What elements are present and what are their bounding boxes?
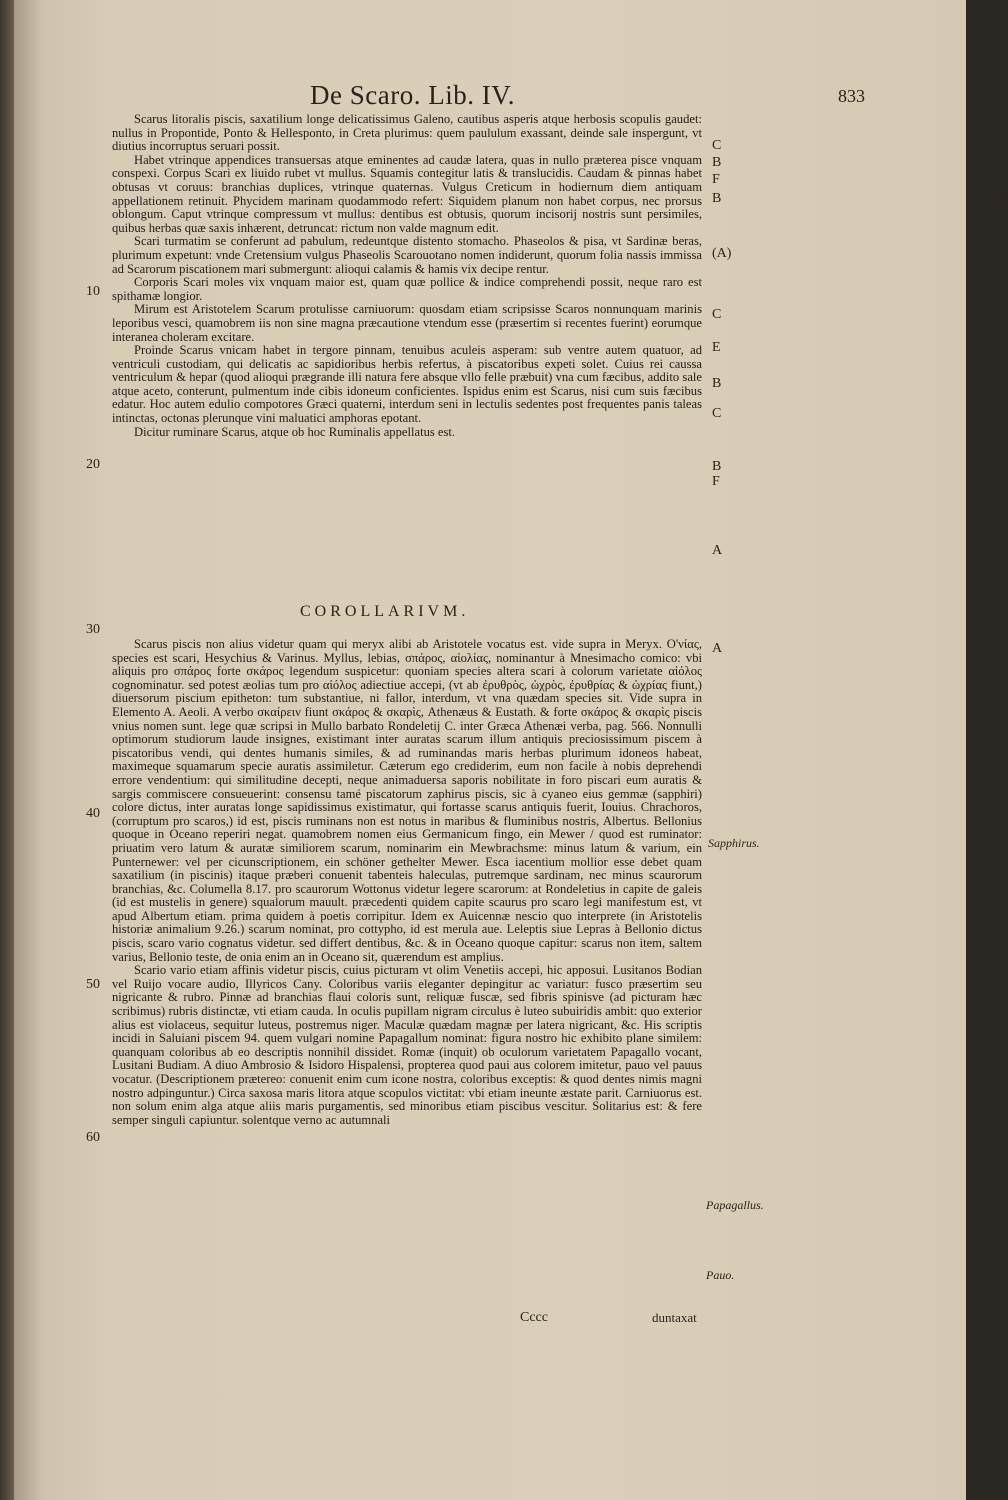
line-number: 30 (86, 622, 100, 637)
line-number: 50 (86, 977, 100, 992)
margin-letter: B (712, 376, 722, 391)
line-number: 60 (86, 1130, 100, 1145)
margin-letter: B (712, 155, 722, 170)
book-gutter (0, 0, 14, 1500)
catchword: duntaxat (652, 1310, 697, 1325)
text-block-top (112, 113, 702, 439)
line-number: 40 (86, 806, 100, 821)
paragraph: Dicitur ruminare Scarus, atque ob hoc Ruminalis appellatus est. (134, 424, 456, 439)
corollarium-heading: COROLLARIVM. (300, 603, 470, 620)
line-number: 20 (86, 457, 100, 472)
signature-mark: Cccc (520, 1310, 548, 1325)
margin-letter: A (712, 641, 723, 656)
paragraph: Corporis Scari moles vix vnquam maior est, quam quæ pollice & indice comprehendi possit, neque raro est spithamæ longior. (112, 275, 702, 303)
paragraph: Habet vtrinque appendices transuersas atque eminentes ad caudæ latera, quas in nullo præterea pisce vnquam conspexi. Corpus Scari ex liuido rubet vt mullus. Squamis contegitur latis & translucidis. Caudam & pinnas habet obtusas vt coruus: branchias duplices, vtrinque quaternas. Vulgus Creticum in hodiernum diem antiquam appellationem retinuit. Phycidem marinam quodammodo refert: Siquidem planum non habet corpus, nec prorsus oblongum. Caput vtrinque compressum vt mullus: dentibus est obtusis, quorum incisorij nostris sunt persimiles, quibus herbas quæ saxis inhærent, detruncat: rictum non valde magnum edit. (112, 152, 702, 235)
margin-letter: B (712, 459, 722, 474)
paragraph: Scarus piscis non alius videtur quam qui meryx alibi ab Aristotele vocatus est. vide supra in Meryx. Ο'νίας, species est scari, Hesychius & Varinus. Myllus, lebias, σπάρος, αἰολίας, nominantur à Mnesimacho comico: vbi aliquis pro σπάρος forte σκάρος legendum suspicetur: quoniam species altera scari à colorum varietate αἰόλος cognominatur. sed potest æolias tum pro αἰόλος adiectiue accepi, (vt ab ἐρυθρὸς, ὠχρὸς, ἐρυθρίας & ὠχρίας fiunt,) diuersorum piscium epitheton: tum substantiue, ni fallor, interdum, vt vna quædam species sit. Vide supra in Elemento A. Aeoli. A verbo σκαίρειν fiunt σκάρος & σκαρὶς, Athenæus & Eustath. & forte σκάρος & σκαρὶς piscis vnius nomen sunt. lege quæ scripsi in Mullo barbato Rondeletij C. inter Græca Athenæi verba, pag. 566. Nonnulli optimorum studiorum laude insignes, existimant inter auratas scarum illum antiquis preciosissimum piscem à piscatoribus vendi, qui dentes humanis similes, & ad ruminandas maris herbas plurimum idoneos habeat, maximeque squamarum specie auratis assimiletur. Cæterum ego crediderim, eum non facile à nobis deprehendi errore vendentium: qui similitudine decepti, neque animaduersa saporis nobilitate in foro piscari eum auratis & sargis commiscere consueuerint: consensu tamé piscatorum zaphirus piscis, sic à cyaneo eius gemmæ (sapphiri) colore dictus, inter auratas longe sapidissimus existimatur, qui fortasse scarus antiquis fuerit, Iouius. Chrachoros, (corruptum pro scaros,) id est, piscis ruminans non est notus in maribus & fluminibus nostris, Albertus. Bellonius quoque in Oceano reperiri negat. quamobrem nomen eius Germanicum fingo, ein Mewer / quod est ruminator: priuatim vero latum & auratæ similiorem scarum, nominarim ein Mewbrachsme: minus latum & varium, ein Punternewer: vel per cicunscriptionem, ein schöner gethelter Mewer. Esca iacentium mollior esse debet quam saxatilium (in piscinis) itaque præberi conuenit tabenteis haleculas, putremque sardinam, nec minus scaurorum branchias, &c. Columella 8.17. pro scaurorum Wottonus videtur legere scarorum: at Rondeletius in capite de galeis (id est mustelis in genere) squalorum mauult. præcedenti quidem capite scaurus pro scaro legi manifestum est, vt apud Albertum etiam. prima quidem à poetis corripitur. Idem ex Auicennæ nescio quo interprete (in Aristotelis historiæ animalium 9.26.) scarum nominat, pro cottypho, id est merula aue. Leleptis siue Lepras à Bellonio dictus piscis, scaro vario cognatus videtur. sed differt dentibus, &c. & in Oceano quoque capitur: scarus non item, saltem varius, Bellonio teste, de onia enim an in Oceano sit, quærendum est amplius. (112, 637, 702, 964)
margin-letter: F (712, 474, 720, 489)
margin-letter: C (712, 138, 722, 153)
margin-letter: C (712, 406, 722, 421)
margin-letter: B (999, 190, 1008, 205)
paragraph: Scarus litoralis piscis, saxatilium longe delicatissimus Galeno, cautibus asperis atque herbosis scopulis gaudet: nullus in Propontide, Ponto & Hellesponto, in Creta plurimus: quem paululum exassant, deinde sale inspergunt, vt diutius incorruptus seruari possit. (112, 112, 702, 154)
margin-note: Papagallus. (706, 1198, 764, 1212)
margin-letter: A (712, 543, 723, 558)
margin-note: Sapphirus. (708, 836, 760, 850)
margin-letter: E (712, 340, 721, 355)
folio-number: 833 (838, 86, 865, 106)
margin-letter: (A) (712, 246, 732, 261)
line-number: 10 (86, 284, 100, 299)
margin-letter: B (712, 191, 722, 206)
margin-note: Pauo. (706, 1268, 735, 1282)
paragraph: Scario vario etiam affinis videtur piscis, cuius picturam vt olim Venetiis accepi, hic apposui. Lusitanos Bodian vel Ruijo vocare audio, Illyricos Cany. Coloribus variis eleganter depingitur ac variatur: fusco præsertim seu nigricante & rubro. Pinnæ ad branchias flaui coloris sunt, reliquæ fuscæ, sed fibris spinisve (ad picturam hæc scribimus) rubris distinctæ, vti etiam cauda. In oculis pupillam nigram circulus è luteo subuiridis ambit: quo exterior alius est violaceus, sequitur luteus, postremus niger. Maculæ quædam magnæ per latera nigricant, &c. His scriptis incidi in Saluiani piscem 94. quem vulgari nomine Papagallum nominat: figura nostro hic exhibito plane similem: quanquam coloribus ab eo descriptis nonnihil dissidet. Romæ (inquit) ob oculorum varietatem Papagallo vocant, Lusitani Budiam. A diuo Ambrosio & Isidoro Hispalensi, propterea quod paui aus colorem imitetur, pauo vel pauus vocatur. (Descriptionem prætereo: conuenit enim cum icone nostra, coloribus exceptis: & quod dentes nimis magni nostro adpinguntur.) Circa saxosa maris litora atque scopulos victitat: vbi etiam ineunte æstate parit. Carniuorus est. non solum enim alga atque aliis maris purgamentis, sed minoribus etiam piscibus vescitur. Solitarius est: & fere semper singuli capiuntur. solentque verno ac autumnali (112, 963, 702, 1127)
text-block-bottom (112, 638, 702, 1127)
margin-letter: F (712, 172, 720, 187)
margin-letter: C (712, 307, 722, 322)
paragraph: Proinde Scarus vnicam habet in tergore pinnam, tenuibus aculeis asperam: sub ventre autem quatuor, ad ventriculi custodiam, qui delicatis ac sapidioribus herbis refertus, à piscatoribus expeti solet. Cuius rei caussa ventriculum & hepar (quod alioqui prægrande illi natura fere absque vllo felle præbuit) vna cum fæcibus, addito sale atque aceto, conterunt, pulmentum inde cibis idoneum conficientes. Ispidus enim est Scarus, nisi cum suis fæcibus edatur. Hoc autem edulio compotores Græci quaterni, interdum seni in lectulis sedentes post frequentes panis taleas intinctas, octonas plerunque vini maluatici amphoras epotant. (112, 343, 702, 426)
running-title: De Scaro. Lib. IV. (310, 80, 515, 110)
paragraph: Scari turmatim se conferunt ad pabulum, redeuntque distento stomacho. Phaseolos & pisa, vt Sardinæ beras, plurimum expetunt: vnde Cretensium vulgus Phaseolis Scarouotano nomen indiderunt, quorum folia nassis immissa ad Scarorum piscationem mari submergunt: alioqui calamis & hamis vix decipe rentur. (112, 234, 702, 276)
paragraph: Mirum est Aristotelem Scarum protulisse carniuorum: quosdam etiam scripsisse Scaros nonnunquam marinis leporibus vesci, quamobrem iis non sine magna præcautione vtendum esse (præsertim si recentes fuerint) eorumque interanea choleram excitare. (112, 302, 702, 344)
